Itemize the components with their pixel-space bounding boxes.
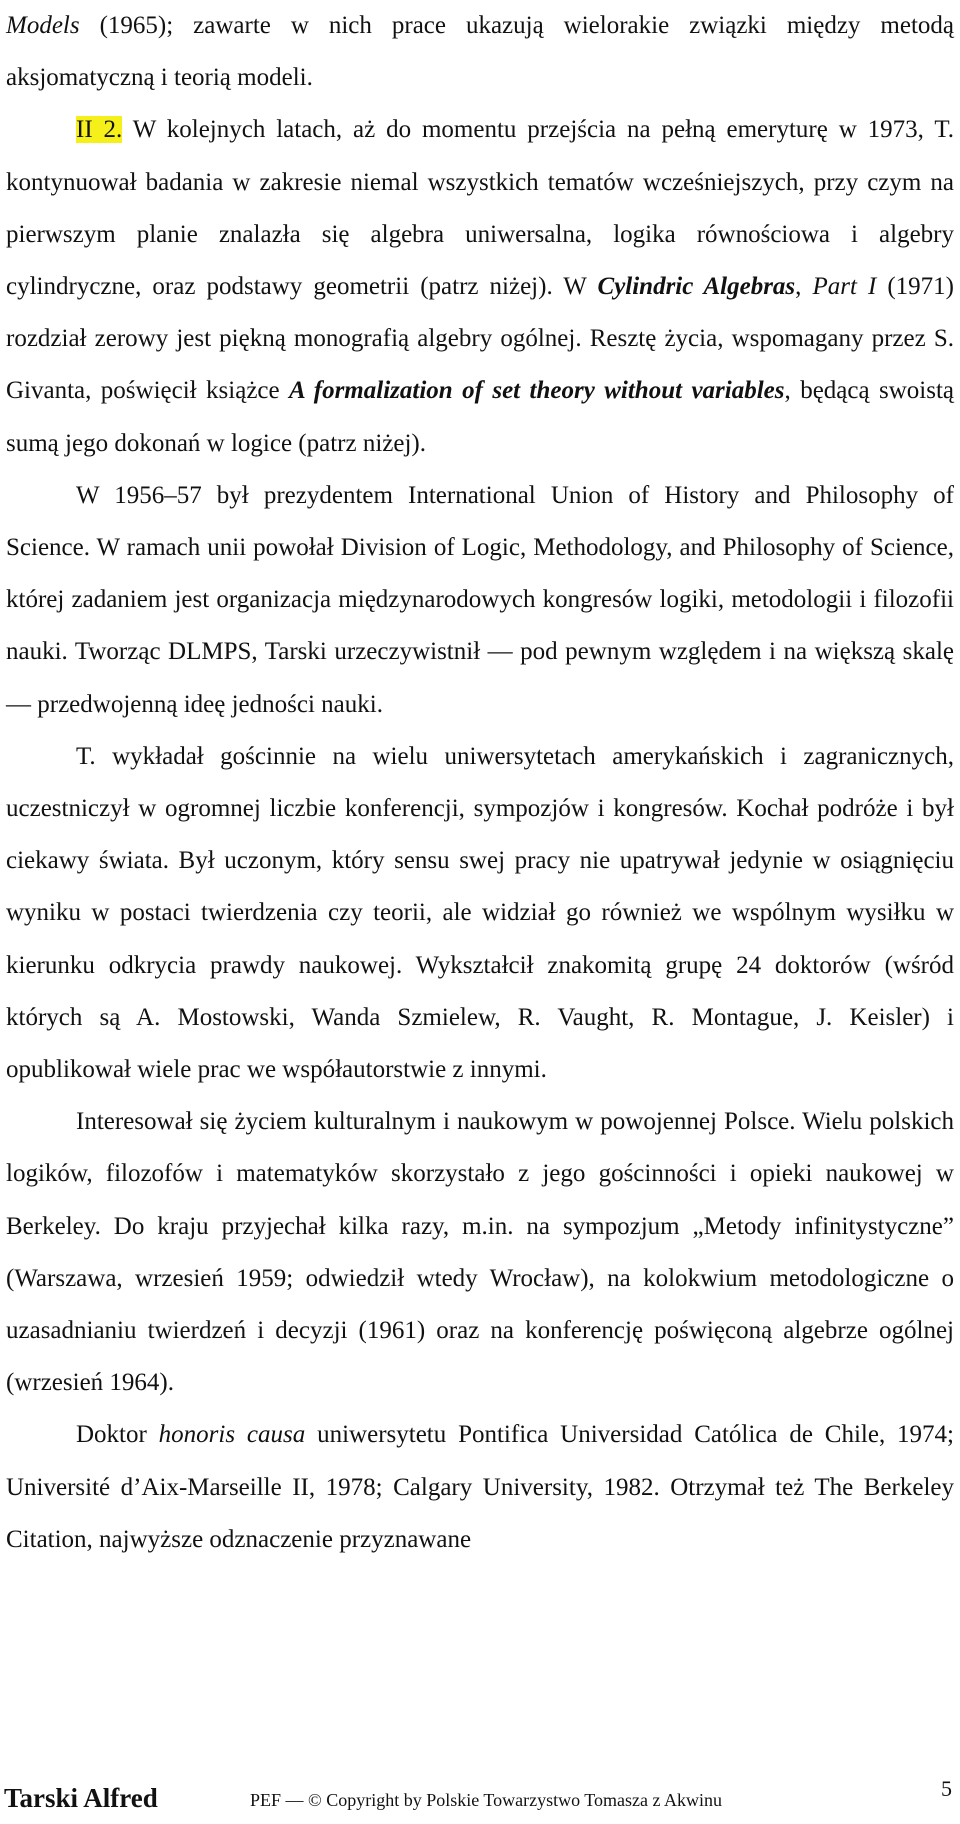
paragraph-5: Interesował się życiem kulturalnym i naukowym w powojennej Polsce. Wielu polskich logików, filozofów i matematyków skorzystało z jego gościnności i opieki naukowej w Berkeley. Do kraju przyjechał kilka razy, m.in. na sympozjum „Metody infinitystyczne” (Warszawa, wrzesień 1959; odwiedził wtedy Wrocław), na kolokwium metodologiczne o uzasadnianiu twierdzeń i decyzji (1961) oraz na konferencję poświęconą algebrze ogólnej (wrzesień 1964). (6, 1108, 954, 1397)
paragraph-1-text: (1965); zawarte w nich prace ukazują wielorakie związki między metodą aksjomatyczną i teorią modeli. (6, 12, 954, 92)
highlighted-section-marker: II 2. (76, 116, 123, 144)
book-title-models: Models (6, 12, 80, 39)
paragraph-2-text-b: , (795, 273, 813, 301)
footer-copyright: PEF — © Copyright by Polskie Towarzystwo Tomasza z Akwinu (250, 1790, 722, 1810)
footer-entry-title: Tarski Alfred (4, 1783, 158, 1813)
paragraph-6-text-b: uniwersytetu Pontifica Universidad Católica de Chile, 1974; Université d’Aix-Marseille II, 1978; Calgary University, 1982. Otrzymał też The Berkeley Citation, najwyższe odznaczenie przyznawane (6, 1421, 954, 1553)
book-part-label: Part I (812, 273, 877, 301)
paragraph-3: W 1956–57 był prezydentem International Union of History and Philosophy of Science. W ramach unii powołał Division of Logic, Methodology, and Philosophy of Science, której zadaniem jest organizacja międzynarodowych kongresów logiki, metodologii i filozofii nauki. Tworząc DLMPS, Tarski urzeczywistnił — pod pewnym względem i na większą skalę — przedwojenną ideę jedności nauki. (6, 481, 954, 718)
page-footer (0, 1778, 960, 1824)
paragraph-2-text-c: (1971) rozdział zerowy jest piękną monografią algebry ogólnej. Resztę życia, wspomagany przez S. Givanta, poświęcił książce (6, 273, 954, 405)
paragraph-2 (6, 104, 954, 469)
book-title-cylindric-algebras: Cylindric Algebras (597, 273, 796, 301)
paragraph-6-text-a: Doktor (76, 1421, 159, 1449)
paragraph-1 (6, 0, 954, 104)
paragraph-2-text-d: , będącą swoistą sumą jego dokonań w logice (patrz niżej). (6, 377, 954, 457)
body-text (6, 0, 954, 1566)
book-title-formalization: A formalization of set theory without variables (289, 377, 785, 405)
honoris-causa-term: honoris causa (158, 1421, 306, 1449)
paragraph-4: T. wykładał gościnnie na wielu uniwersytetach amerykańskich i zagranicznych, uczestniczył w ogromnej liczbie konferencji, sympozjów i kongresów. Kochał podróże i był ciekawy świata. Był uczonym, który sensu swej pracy nie upatrywał jedynie w osiągnięciu wyniku w postaci twierdzenia czy teorii, ale widział go również we wspólnym wysiłku w kierunku odkrycia prawdy naukowej. Wykształcił znakomitą grupę 24 doktorów (wśród których są A. Mostowski, Wanda Szmielew, R. Vaught, R. Montague, J. Keisler) i opublikował wiele prac we współautorstwie z innymi. (6, 742, 954, 1084)
page-number: 5 (941, 1776, 952, 1801)
paragraph-6 (6, 1409, 954, 1566)
paragraph-2-text-a: W kolejnych latach, aż do momentu przejścia na pełną emeryturę w 1973, T. kontynuował badania w zakresie niemal wszystkich tematów wcześniejszych, przy czym na pierwszym planie znalazła się algebra uniwersalna, logika równościowa i algebry cylindryczne, oraz podstawy geometrii (patrz niżej). W (6, 116, 955, 301)
